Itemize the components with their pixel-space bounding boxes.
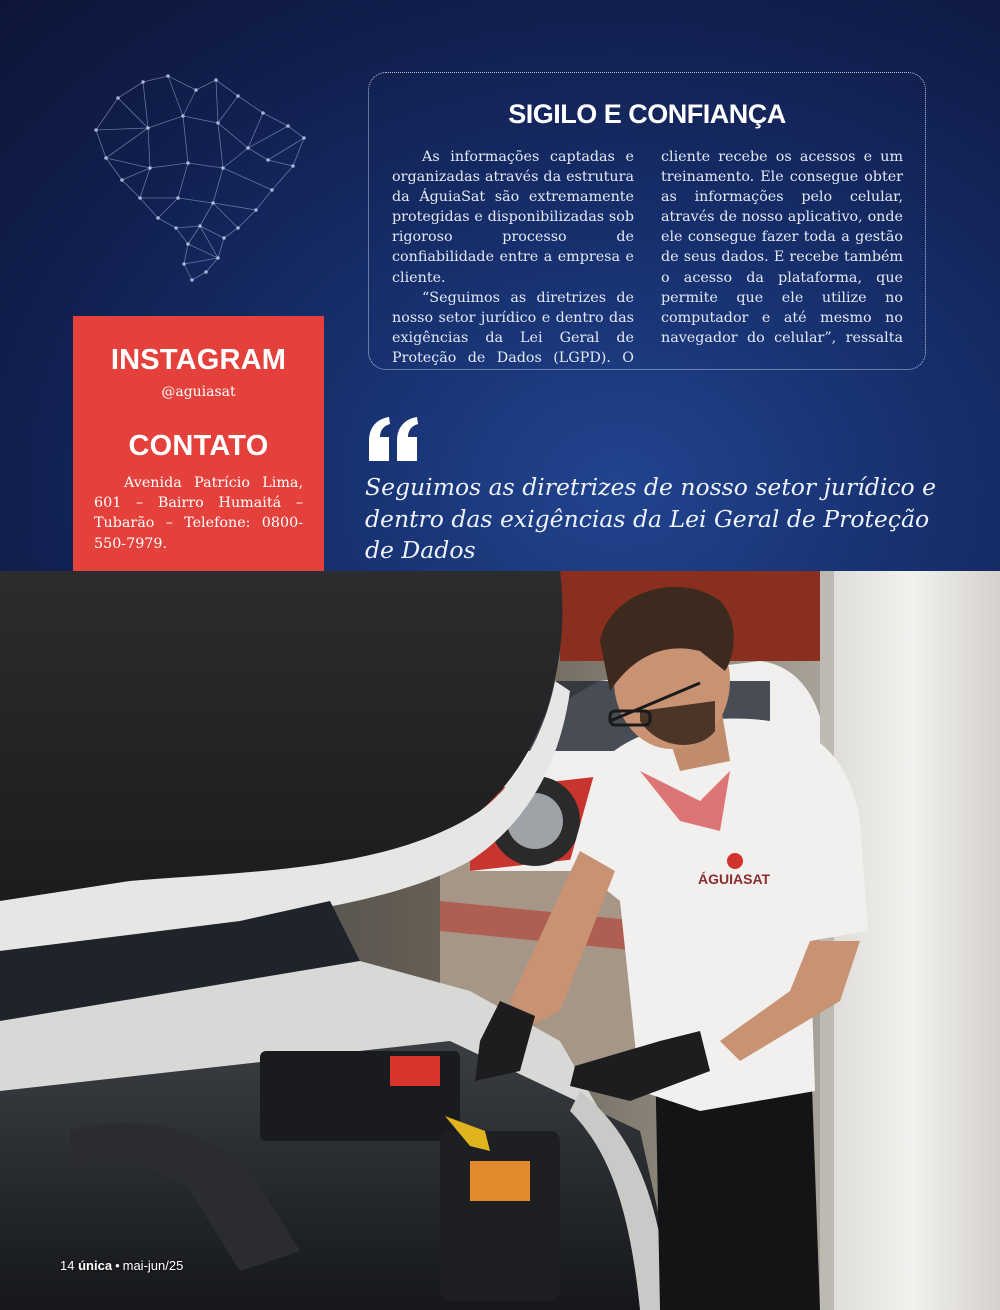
box-title: SIGILO E CONFIANÇA	[508, 99, 786, 129]
magazine-name: única	[78, 1258, 113, 1273]
shirt-logo-text: ÁGUIASAT	[698, 871, 771, 887]
contact-title: CONTATO	[128, 430, 269, 462]
instagram-title: INSTAGRAM	[110, 344, 287, 376]
pull-quote: Seguimos as diretrizes de nosso setor jurídico e dentro das exigências da Lei Geral de Proteção de Dados	[365, 473, 937, 564]
page-footer	[60, 1258, 183, 1273]
contact-sidebar	[73, 316, 324, 572]
footer-separator: •	[115, 1258, 120, 1273]
box-paragraph-2-start: “Seguimos as diretrizes de nosso setor jurídico e dentro das exigências da Lei Geral de Proteção de Dados (LGPD). O	[392, 289, 634, 366]
contact-address: Avenida Patrício Lima, 601 – Bairro Humaitá – Tubarão – Telefone: 0800-550-7979.	[94, 475, 303, 552]
box-column-right	[661, 147, 903, 348]
box-column-left	[392, 147, 634, 368]
edition-date: mai-jun/25	[122, 1258, 184, 1273]
quote-mark-icon	[367, 417, 419, 461]
box-paragraph-2-continued: cliente recebe os acessos e um treinamento. Ele consegue obter as informações pelo celular, através de nosso aplicativo, onde ele consegue fazer toda a gestão de seus dados. E recebe também o acesso da plataforma, que permite que ele utilize no computador e até mesmo no navegador do celular”, ressalta	[661, 148, 903, 346]
box-paragraph-1: As informações captadas e organizadas através da estrutura da ÁguiaSat são extremamente protegidas e disponibilizadas sob rigoroso processo de confiabilidade entre a empresa e cliente.	[392, 149, 634, 286]
technician-car-photo	[0, 571, 1000, 1310]
page-number: 14	[60, 1258, 75, 1273]
instagram-handle[interactable]: @aguiasat	[161, 384, 236, 400]
sigilo-box	[368, 72, 926, 370]
top-navy-panel	[0, 0, 1000, 572]
brazil-network-map-icon	[88, 68, 310, 283]
